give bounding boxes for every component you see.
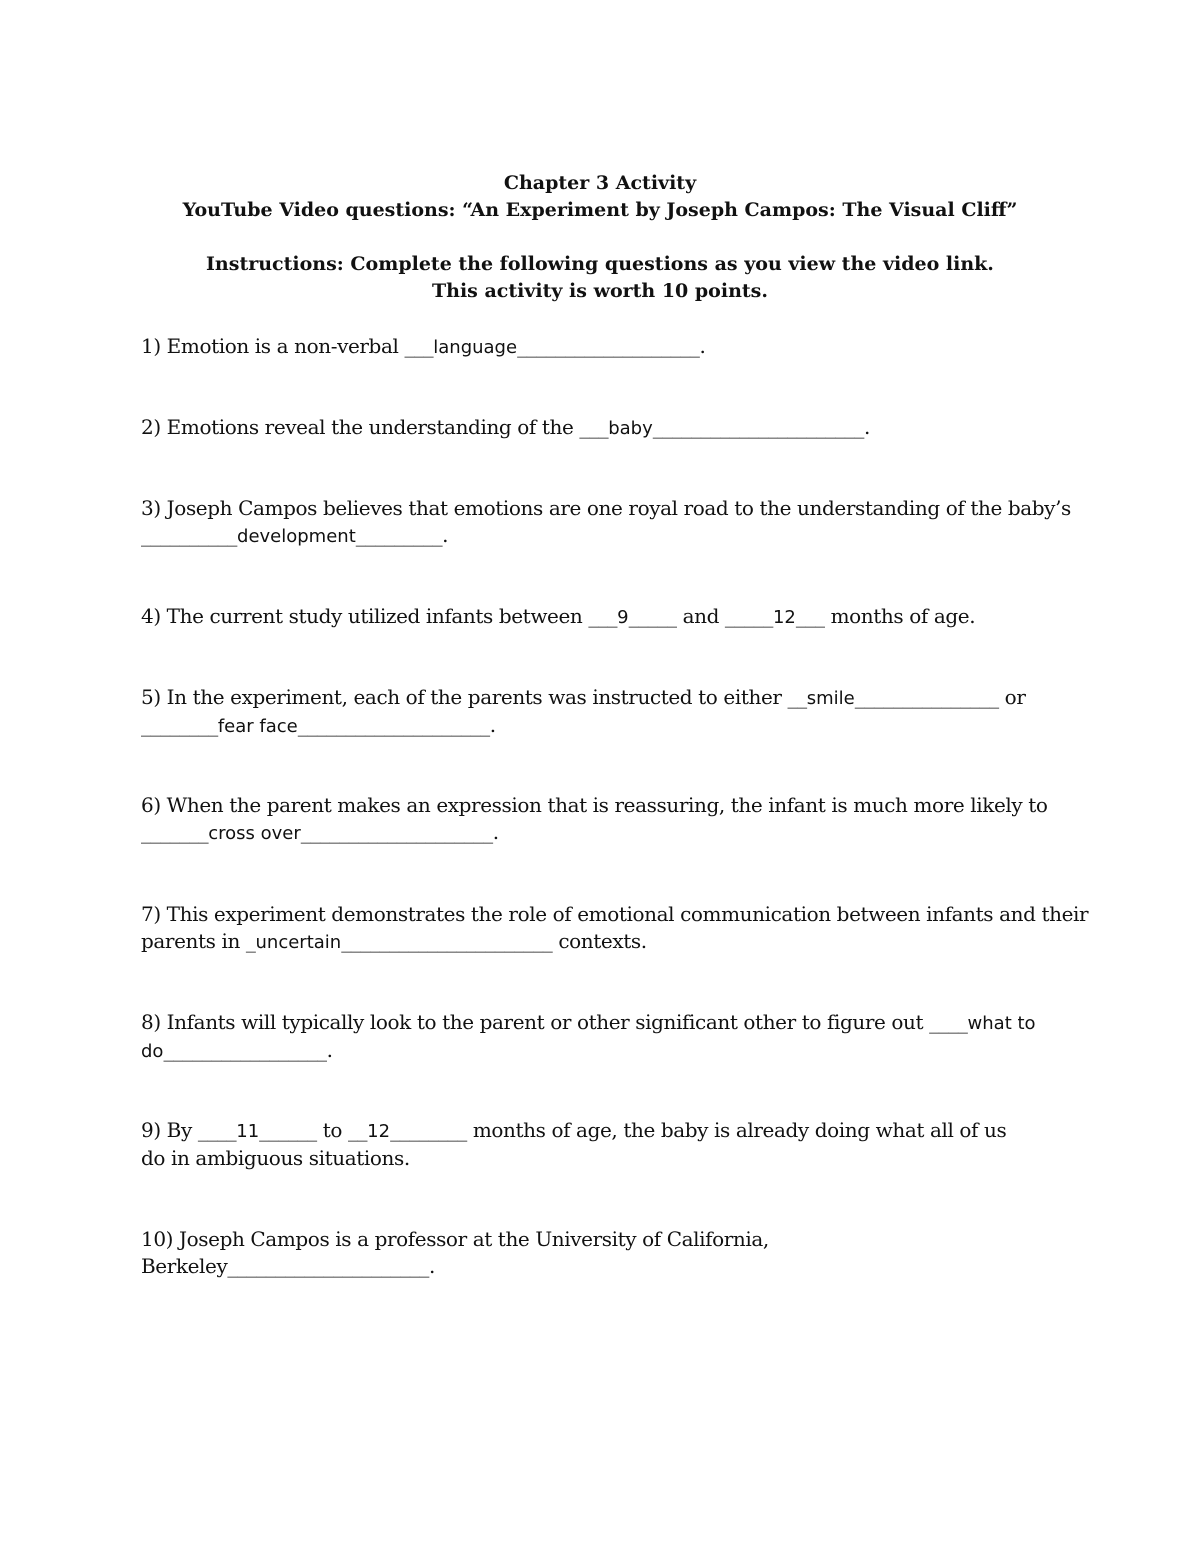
question-line [141, 712, 1071, 740]
question-line [141, 1253, 1071, 1280]
answer-text: 11 [236, 1121, 260, 1142]
question-text: do in ambiguous situations. [141, 1146, 410, 1170]
question-text: 6) When the parent makes an expression that is reassuring, the infant is much more likely to [141, 793, 1048, 817]
points-text: This activity is worth 10 points. [432, 280, 768, 302]
instructions-text: Instructions: Complete the following questions as you view the video link. [206, 253, 994, 275]
question-text: 2) Emotions reveal the understanding of the ___ [141, 415, 609, 439]
answer-blank: ______________________. [652, 415, 870, 439]
question-line [141, 928, 1071, 956]
question-10 [141, 1226, 1071, 1280]
answer-text: 12 [367, 1121, 391, 1142]
question-line [141, 333, 1071, 361]
worksheet-header [0, 170, 1200, 224]
question-text: _____ and _____ [628, 604, 773, 628]
answer-text: fear face [217, 716, 298, 737]
question-text: 8) Infants will typically look to the parent or other significant other to figure out ____ [141, 1010, 968, 1034]
question-text: 9) By ____ [141, 1118, 237, 1142]
answer-text: do [141, 1041, 164, 1062]
question-text: _______________ or [854, 685, 1026, 709]
question-line [141, 1037, 1071, 1065]
question-line [141, 1009, 1071, 1037]
question-3 [141, 495, 1071, 550]
question-text: 5) In the experiment, each of the parents was instructed to either __ [141, 685, 807, 709]
answer-text: 12 [772, 607, 796, 628]
page-title: Chapter 3 Activity [503, 172, 697, 194]
question-7 [141, 901, 1089, 956]
question-text: 7) This experiment demonstrates the role of emotional communication between infants and their [141, 902, 1089, 926]
question-line [141, 414, 1071, 442]
question-4 [141, 603, 1071, 631]
question-line [141, 1117, 1071, 1145]
question-6 [141, 792, 1071, 847]
question-line [141, 522, 1071, 550]
question-text: ___ months of age. [795, 604, 976, 628]
question-text: ________ months of age, the baby is already doing what all of us [390, 1118, 1007, 1142]
answer-blank: _________. [355, 523, 449, 547]
answer-blank: __________ [141, 523, 238, 547]
question-9 [141, 1117, 1071, 1172]
answer-text: baby [608, 418, 653, 439]
question-8 [141, 1009, 1071, 1065]
answer-blank: ____________________. [300, 820, 499, 844]
question-5 [141, 684, 1071, 740]
question-line [141, 603, 1071, 631]
answer-blank: _______ [141, 820, 209, 844]
answer-text: uncertain [255, 932, 342, 953]
answer-text: 9 [617, 607, 629, 628]
answer-text: what to [967, 1013, 1036, 1034]
question-2 [141, 414, 1071, 442]
answer-text: language [433, 337, 518, 358]
question-text: 4) The current study utilized infants between ___ [141, 604, 618, 628]
question-text: ______ to __ [259, 1118, 368, 1142]
answer-blank: ____________________. [297, 713, 496, 737]
question-line [141, 684, 1071, 712]
question-1 [141, 333, 1071, 361]
question-line [141, 819, 1071, 847]
question-text: 10) Joseph Campos is a professor at the University of California, [141, 1227, 769, 1251]
instructions-block [0, 251, 1200, 305]
answer-text: smile [806, 688, 855, 709]
page-subtitle: YouTube Video questions: “An Experiment by Joseph Campos: The Visual Cliff” [182, 199, 1018, 221]
answer-blank: _________________. [163, 1038, 333, 1062]
answer-text: development [237, 526, 356, 547]
answer-blank: ________ [141, 713, 218, 737]
question-text: ______________________ contexts. [341, 929, 647, 953]
question-text: parents in _ [141, 929, 256, 953]
answer-text: Berkeley [141, 1254, 228, 1278]
answer-text: cross over [208, 823, 301, 844]
question-text: 3) Joseph Campos believes that emotions are one royal road to the understanding of the baby’s [141, 496, 1071, 520]
question-text: 1) Emotion is a non-verbal ___ [141, 334, 434, 358]
answer-blank: _____________________. [227, 1254, 435, 1278]
answer-blank: ___________________. [517, 334, 706, 358]
